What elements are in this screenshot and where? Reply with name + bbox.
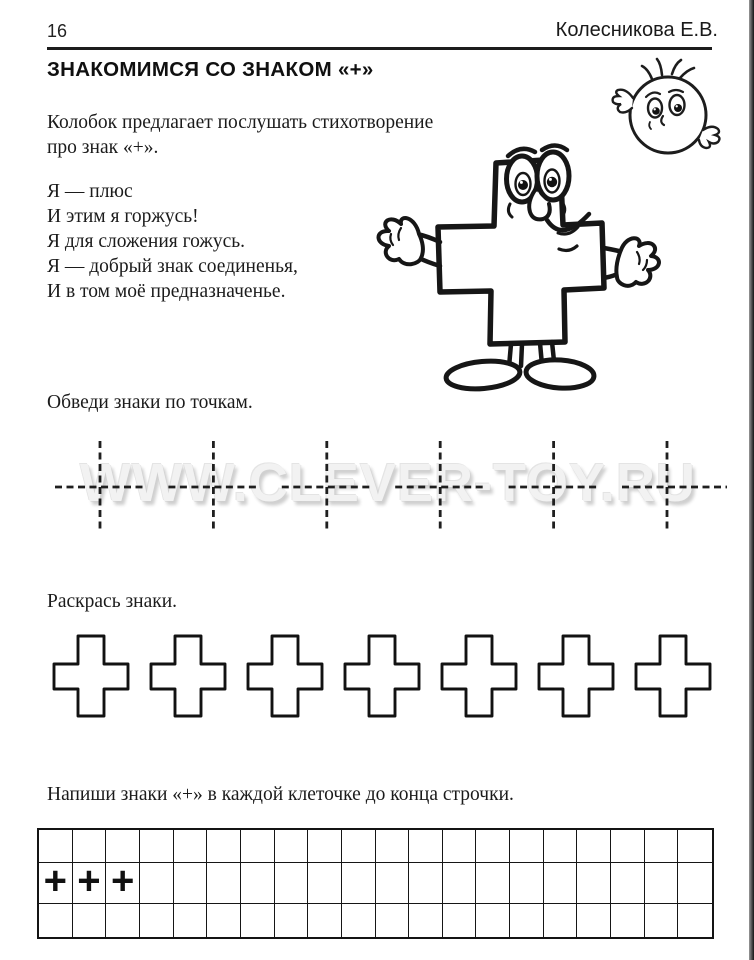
grid-cell (678, 904, 712, 937)
intro-line: про знак «+». (47, 137, 159, 158)
page-title: ЗНАКОМИМСЯ СО ЗНАКОМ «+» (47, 58, 374, 81)
task-color-label: Раскрась знаки. (47, 591, 178, 612)
plus-character-illustration (363, 108, 667, 400)
colorable-plus-sign (536, 633, 616, 719)
colorable-plus-sign (439, 633, 519, 719)
grid-cell (544, 863, 578, 904)
color-plus-row (0, 633, 754, 723)
colorable-plus-sign (51, 633, 131, 719)
poem-line: Я — плюс (47, 181, 133, 202)
intro-line: Колобок предлагает послушать стихотворение (47, 112, 434, 133)
plus-outline (345, 636, 419, 716)
grid-cell (678, 863, 712, 904)
grid-cell (39, 904, 73, 937)
poem-line: Я для сложения гожусь. (47, 231, 246, 252)
page-number: 16 (47, 21, 68, 41)
written-plus-mark: + (110, 859, 135, 903)
grid-cell (376, 863, 410, 904)
grid-cell (241, 863, 275, 904)
task-trace-label: Обведи знаки по точкам. (47, 392, 253, 413)
writing-grid (37, 828, 714, 939)
trace-plus-row (0, 432, 754, 542)
grid-cell (645, 830, 679, 863)
colorable-plus-sign (148, 633, 228, 719)
grid-cell (476, 863, 510, 904)
grid-cell (510, 904, 544, 937)
written-plus-mark: + (43, 859, 67, 903)
grid-cell (207, 863, 241, 904)
grid-cell (443, 904, 477, 937)
grid-cell (275, 863, 309, 904)
written-plus-mark: + (77, 859, 101, 903)
grid-cell (645, 863, 679, 904)
grid-cell (174, 863, 208, 904)
grid-cell (409, 830, 443, 863)
watermark-text: WWW.CLEVER-TOY.RU (80, 453, 696, 513)
grid-cell (140, 904, 174, 937)
grid-cell (39, 859, 73, 904)
grid-cell (140, 830, 174, 863)
plus-outline (636, 636, 710, 716)
grid-cell (476, 830, 510, 863)
grid-cell (544, 904, 578, 937)
plus-outline (54, 636, 128, 716)
poem (47, 179, 298, 304)
grid-cell (577, 830, 611, 863)
grid-cell (577, 904, 611, 937)
header-divider (47, 47, 712, 50)
poem-line: И в том моё предназначенье. (47, 281, 286, 302)
grid-cell (409, 904, 443, 937)
grid-cell (577, 863, 611, 904)
grid-cell (241, 904, 275, 937)
grid-cell (73, 904, 107, 937)
plus-outline (248, 636, 322, 716)
grid-cell (342, 863, 376, 904)
grid-cell (174, 904, 208, 937)
grid-cell (207, 830, 241, 863)
poem-line: Я — добрый знак соединенья, (47, 256, 298, 277)
grid-cell (106, 859, 140, 904)
grid-cell (544, 830, 578, 863)
grid-cell (376, 830, 410, 863)
grid-cell (207, 904, 241, 937)
grid-cell (275, 830, 309, 863)
grid-cell (308, 830, 342, 863)
grid-cell (106, 904, 140, 937)
grid-cell (174, 830, 208, 863)
grid-cell (73, 859, 107, 904)
grid-cell (443, 830, 477, 863)
grid-cell (241, 830, 275, 863)
grid-cell (645, 904, 679, 937)
grid-cell (308, 904, 342, 937)
grid-cell (476, 904, 510, 937)
grid-cell (409, 863, 443, 904)
grid-cell (376, 904, 410, 937)
grid-cell (342, 904, 376, 937)
grid-cell (308, 863, 342, 904)
poem-line: И этим я горжусь! (47, 206, 199, 227)
grid-cell (611, 904, 645, 937)
colorable-plus-sign (342, 633, 422, 719)
grid-cell (140, 863, 174, 904)
grid-cell (611, 863, 645, 904)
colorable-plus-sign (245, 633, 325, 719)
grid-cell (510, 863, 544, 904)
plus-outline (539, 636, 613, 716)
author-name: Колесникова Е.В. (555, 19, 718, 41)
grid-cell (275, 904, 309, 937)
colorable-plus-sign (633, 633, 713, 719)
task-write-label: Напиши знаки «+» в каждой клеточке до конца строчки. (47, 784, 514, 805)
grid-cell (443, 863, 477, 904)
plus-outline (151, 636, 225, 716)
grid-cell (342, 830, 376, 863)
plus-outline (442, 636, 516, 716)
grid-cell (611, 830, 645, 863)
grid-cell (678, 830, 712, 863)
grid-cell (510, 830, 544, 863)
